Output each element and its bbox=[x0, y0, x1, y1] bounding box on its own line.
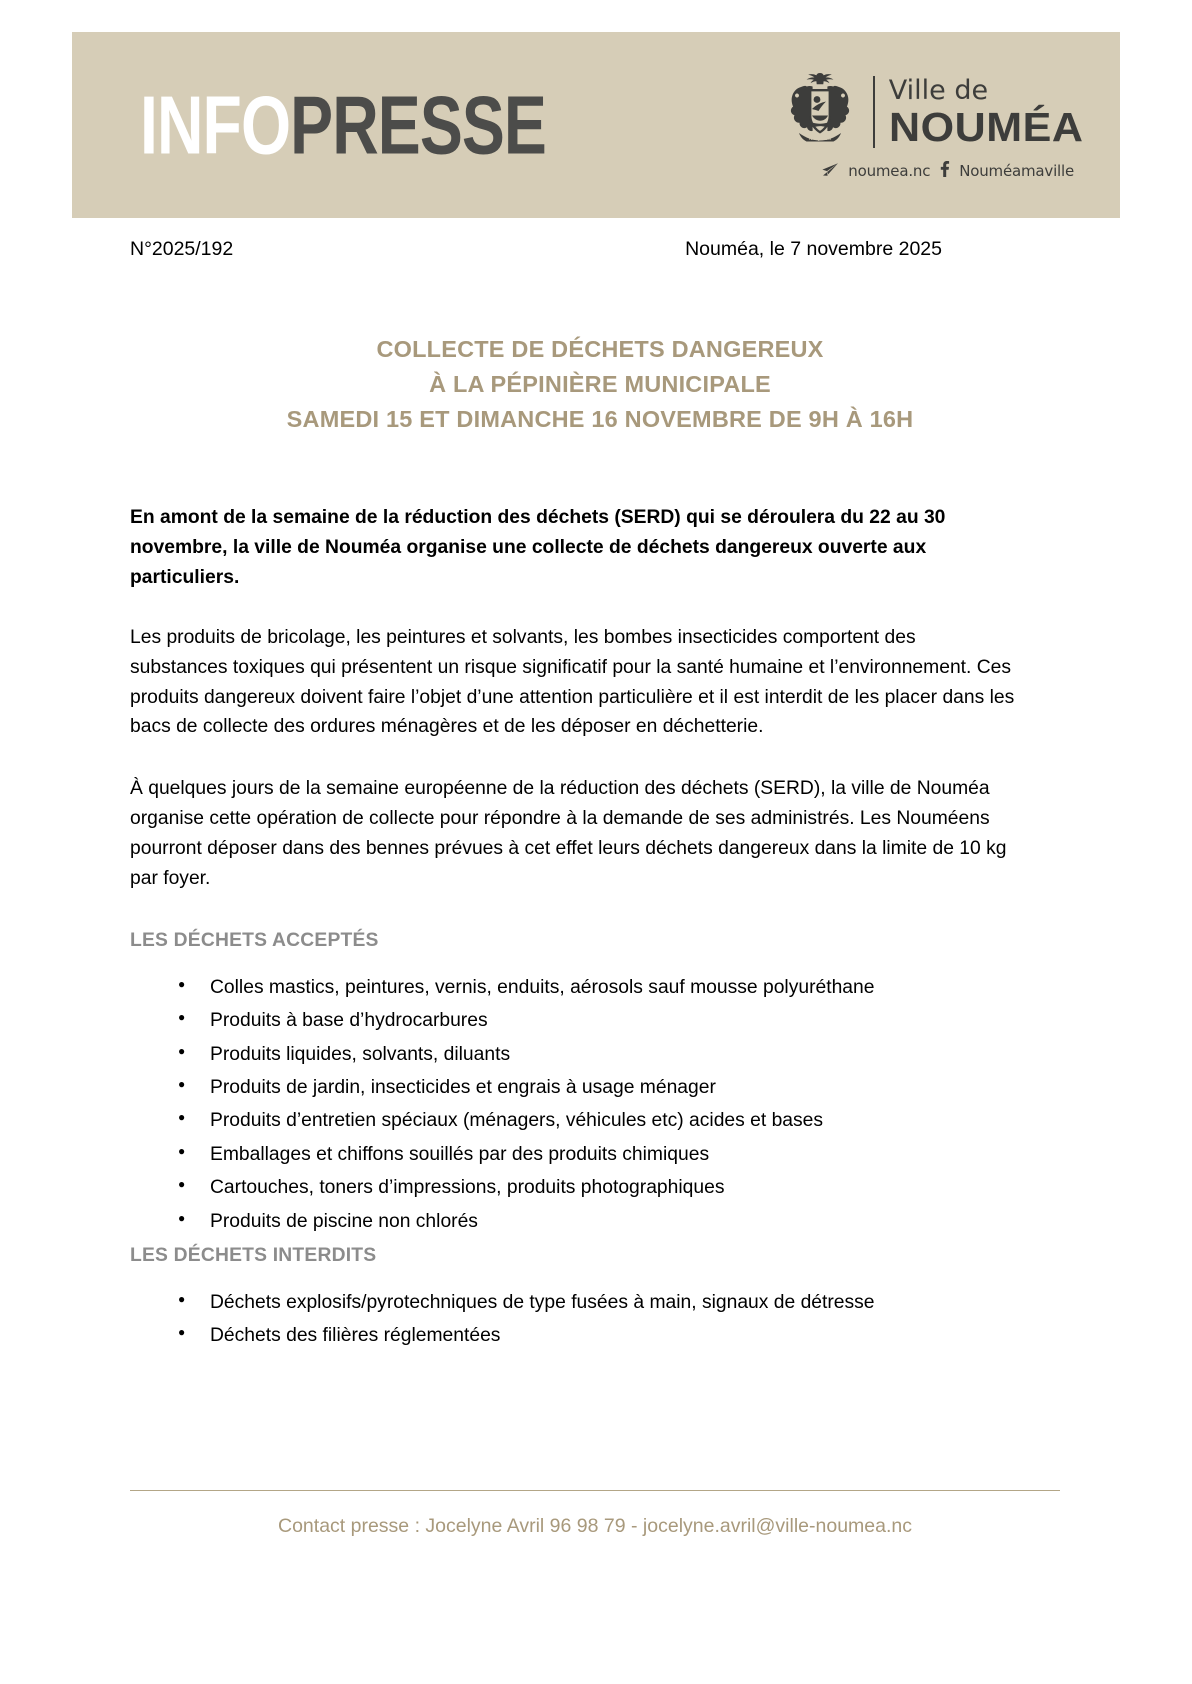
facebook-handle: Nouméamaville bbox=[959, 162, 1074, 180]
list-item: ● Produits de piscine non chlorés bbox=[178, 1208, 1015, 1235]
reference-number: N°2025/192 bbox=[130, 238, 234, 260]
section-heading-forbidden: LES DÉCHETS INTERDITS bbox=[130, 1245, 377, 1266]
body-paragraph-2: À quelques jours de la semaine européenne de la réduction des déchets (SERD), la ville de Nouméa organise cette opération de collecte pour répondre à la demande de ses administrés. Les Nouméens pourront déposer dans des bennes prévues à cet effet leurs déchets dangereux dans la limite de 10 kg par foyer. bbox=[130, 778, 1007, 890]
contact-line: Contact presse : Jocelyne Avril 96 98 79 - jocelyne.avril@ville-noumea.nc bbox=[278, 1515, 912, 1537]
document-meta-row bbox=[130, 238, 1060, 261]
logo-social-row bbox=[822, 161, 1074, 181]
footer-divider bbox=[130, 1490, 1060, 1491]
body-paragraph-1: Les produits de bricolage, les peintures et solvants, les bombes insecticides comportent des substances toxiques qui présentent un risque significatif pour la santé humaine et l’environnement. Ces produits dangereux doivent faire l’objet d’une attention particulière et il est interdit de les placer dans les bacs de collecte des ordures ménagères et de les déposer en déchetterie. bbox=[130, 626, 1015, 738]
wordmark-presse: PRESSE bbox=[290, 78, 546, 172]
list-item: ● Emballages et chiffons souillés par des produits chimiques bbox=[178, 1141, 1015, 1168]
page-footer bbox=[130, 1490, 1060, 1538]
logo-divider bbox=[873, 76, 875, 148]
logo-text-block bbox=[888, 74, 1084, 150]
logo-city-label: NOUMÉA bbox=[888, 103, 1084, 150]
lead-paragraph: En amont de la semaine de la réduction des déchets (SERD) qui se déroulera du 22 au 30 novembre, la ville de Nouméa organise une collecte de déchets dangereux ouverte aux particuliers. bbox=[130, 507, 946, 588]
list-item: ● Produits à base d’hydrocarbures bbox=[178, 1007, 1015, 1034]
list-item: ● Déchets explosifs/pyrotechniques de type fusées à main, signaux de détresse bbox=[178, 1289, 1015, 1316]
twitter-handle: noumea.nc bbox=[848, 162, 931, 180]
page-title bbox=[130, 332, 1070, 436]
wordmark-info: INFO bbox=[140, 78, 291, 172]
logo-primary-row bbox=[781, 69, 1084, 155]
list-item: ● Produits de jardin, insecticides et engrais à usage ménager bbox=[178, 1074, 1015, 1101]
forbidden-waste-list bbox=[130, 1289, 1015, 1350]
facebook-icon bbox=[939, 161, 950, 181]
list-item: ● Cartouches, toners d’impressions, produits photographiques bbox=[178, 1174, 1015, 1201]
list-item: ● Produits liquides, solvants, diluants bbox=[178, 1041, 1015, 1068]
title-line-1: COLLECTE DE DÉCHETS DANGEREUX bbox=[376, 336, 824, 362]
ville-de-noumea-logo bbox=[781, 69, 1084, 181]
info-presse-wordmark bbox=[140, 78, 546, 172]
svg-text:NIS JMCU: NIS JMCU bbox=[808, 136, 832, 143]
accepted-waste-list bbox=[130, 974, 1015, 1235]
list-item: ● Colles mastics, peintures, vernis, enduits, aérosols sauf mousse polyuréthane bbox=[178, 974, 1015, 1001]
list-item: ● Produits d’entretien spéciaux (ménagers, véhicules etc) acides et bases bbox=[178, 1107, 1015, 1134]
dateline: Nouméa, le 7 novembre 2025 bbox=[685, 238, 942, 260]
title-line-2: À LA PÉPINIÈRE MUNICIPALE bbox=[429, 370, 771, 397]
document-body bbox=[130, 503, 1015, 1356]
logo-ville-label: Ville de bbox=[888, 74, 989, 106]
twitter-bird-icon bbox=[822, 162, 839, 181]
list-item: ● Déchets des filières réglementées bbox=[178, 1322, 1015, 1349]
title-line-3: SAMEDI 15 ET DIMANCHE 16 NOVEMBRE DE 9H À 16H bbox=[286, 405, 914, 432]
header-banner bbox=[72, 32, 1120, 218]
section-heading-accepted: LES DÉCHETS ACCEPTÉS bbox=[130, 929, 379, 951]
coat-of-arms-icon bbox=[781, 69, 859, 155]
